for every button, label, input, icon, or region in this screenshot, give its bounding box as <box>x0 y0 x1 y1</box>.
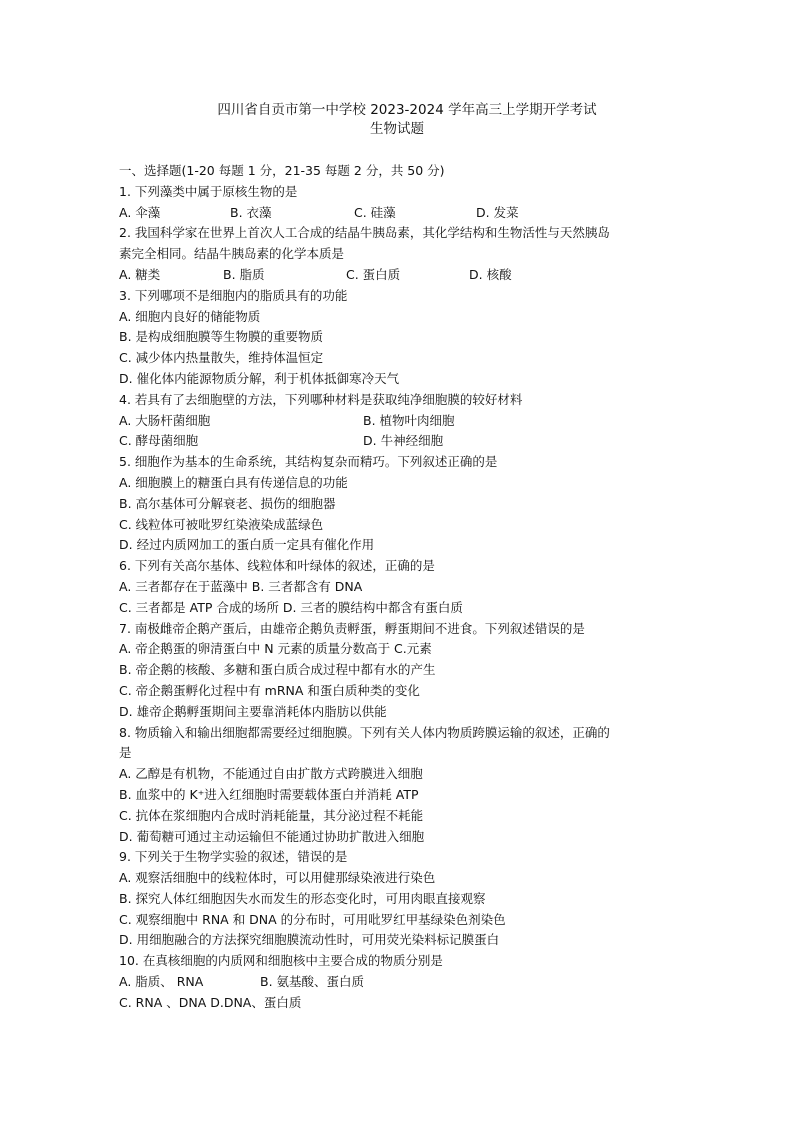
question-6-options-cd: C. 三者都是 ATP 合成的场所 D. 三者的膜结构中都含有蛋白质 <box>119 599 463 615</box>
question-2-options <box>119 265 679 286</box>
question-7-stem: 7. 南极雌帝企鹅产蛋后，由雄帝企鹅负责孵蛋，孵蛋期间不进食。下列叙述错误的是 <box>119 620 585 636</box>
question-2-stem-line2: 素完全相同。结晶牛胰岛素的化学本质是 <box>119 246 345 262</box>
option-c: C. 酵母菌细胞 <box>119 433 199 449</box>
option-a: A. 糖类 <box>119 266 161 282</box>
question-3-stem: 3. 下列哪项不是细胞内的脂质具有的功能 <box>119 287 348 303</box>
exam-subtitle: 生物试题 <box>370 121 424 137</box>
option-d: D. 发菜 <box>476 204 519 220</box>
option-d: D. 用细胞融合的方法探究细胞膜流动性时，可用荧光染料标记膜蛋白 <box>119 932 500 948</box>
option-a: A. 细胞内良好的储能物质 <box>119 308 261 324</box>
question-1-options <box>119 203 679 224</box>
option-a: A. 大肠杆菌细胞 <box>119 412 211 428</box>
option-b: B. 植物叶肉细胞 <box>363 412 455 428</box>
question-5-stem: 5. 细胞作为基本的生命系统，其结构复杂而精巧。下列叙述正确的是 <box>119 454 498 470</box>
section-heading: 一、选择题(1-20 每题 1 分，21-35 每题 2 分，共 50 分) <box>119 163 445 178</box>
option-c: C. 帝企鹅蛋孵化过程中有 mRNA 和蛋白质种类的变化 <box>119 682 420 698</box>
option-c: C. 蛋白质 <box>346 266 401 282</box>
option-d: D. 催化体内能源物质分解，利于机体抵御寒冷天气 <box>119 370 400 386</box>
option-b: B. 血浆中的 K⁺进入红细胞时需要载体蛋白并消耗 ATP <box>119 786 419 802</box>
option-b: B. 探究人体红细胞因失水而发生的形态变化时，可用肉眼直接观察 <box>119 890 486 906</box>
question-6-stem: 6. 下列有关高尔基体、线粒体和叶绿体的叙述，正确的是 <box>119 558 435 574</box>
option-d: D. 核酸 <box>469 266 512 282</box>
option-d: D. 牛神经细胞 <box>363 433 444 449</box>
option-b: B. 衣藻 <box>230 204 272 220</box>
exam-title: 四川省自贡市第一中学校 2023-2024 学年高三上学期开学考试 <box>217 102 597 118</box>
option-d: D. 经过内质网加工的蛋白质一定具有催化作用 <box>119 537 375 553</box>
option-c: C. 硅藻 <box>354 204 396 220</box>
question-10-options-cd: C. RNA 、DNA D.DNA、蛋白质 <box>119 994 302 1010</box>
question-4-options-ab <box>119 411 679 432</box>
option-b: B. 氨基酸、蛋白质 <box>260 974 365 990</box>
question-4-options-cd <box>119 431 679 452</box>
option-b: B. 脂质 <box>223 266 265 282</box>
question-10-stem: 10. 在真核细胞的内质网和细胞核中主要合成的物质分别是 <box>119 953 443 969</box>
option-d: D. 雄帝企鹅孵蛋期间主要靠消耗体内脂肪以供能 <box>119 703 387 719</box>
option-c: C. 减少体内热量散失，维持体温恒定 <box>119 350 324 366</box>
option-a: A. 脂质、 RNA <box>119 974 204 990</box>
option-a: A. 伞藻 <box>119 204 161 220</box>
option-c: C. 观察细胞中 RNA 和 DNA 的分布时，可用吡罗红甲基绿染色剂染色 <box>119 911 506 927</box>
option-b: B. 帝企鹅的核酸、多糖和蛋白质合成过程中都有水的产生 <box>119 662 436 678</box>
option-a: A. 细胞膜上的糖蛋白具有传递信息的功能 <box>119 474 348 490</box>
question-8-stem-line1: 8. 物质输入和输出细胞都需要经过细胞膜。下列有关人体内物质跨膜运输的叙述，正确的 <box>119 724 610 740</box>
option-a: A. 乙醇是有机物，不能通过自由扩散方式跨膜进入细胞 <box>119 766 423 782</box>
question-4-stem: 4. 若具有了去细胞壁的方法，下列哪种材料是获取纯净细胞膜的较好材料 <box>119 391 523 407</box>
option-b: B. 高尔基体可分解衰老、损伤的细胞器 <box>119 495 336 511</box>
option-c: C. 线粒体可被吡罗红染液染成蓝绿色 <box>119 516 324 532</box>
question-10-options-ab <box>119 972 679 993</box>
question-8-stem-line2: 是 <box>119 745 132 761</box>
question-6-options-ab: A. 三者都存在于蓝藻中 B. 三者都含有 DNA <box>119 578 363 594</box>
exam-content <box>119 161 679 1014</box>
question-1-stem: 1. 下列藻类中属于原核生物的是 <box>119 183 298 199</box>
option-a: A. 观察活细胞中的线粒体时，可以用健那绿染液进行染色 <box>119 870 436 886</box>
option-c: C. 抗体在浆细胞内合成时消耗能量，其分泌过程不耗能 <box>119 807 424 823</box>
option-d: D. 葡萄糖可通过主动运输但不能通过协助扩散进入细胞 <box>119 828 425 844</box>
question-2-stem-line1: 2. 我国科学家在世界上首次人工合成的结晶牛胰岛素，其化学结构和生物活性与天然胰岛 <box>119 225 610 241</box>
question-9-stem: 9. 下列关于生物学实验的叙述，错误的是 <box>119 849 348 865</box>
option-a: A. 帝企鹅蛋的卵清蛋白中 N 元素的质量分数高于 C.元素 <box>119 641 432 657</box>
option-b: B. 是构成细胞膜等生物膜的重要物质 <box>119 329 324 345</box>
